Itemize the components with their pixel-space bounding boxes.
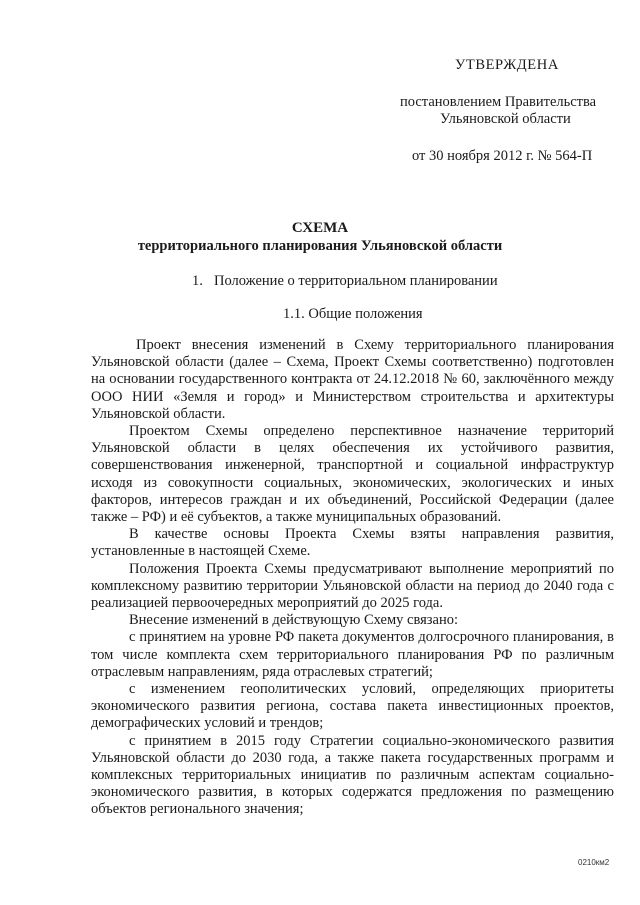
paragraph: Проектом Схемы определено перспективное назначение территорий Ульяновской области в целях обеспечения их устойчивого развития, совершенствования инженерной, транспортной и социальной инфраструктур исходя из совокупности социальных, экономических, экологических и иных факторов, интересов граждан и их объединений, Российской Федерации (далее также – РФ) и её субъектов, а также муниципальных образований. [91, 423, 614, 526]
approval-stamp-heading: УТВЕРЖДЕНА [455, 57, 559, 73]
paragraph: с принятием в 2015 году Стратегии социально-экономического развития Ульяновской области до 2030 года, а также пакета государственных программ и комплексных территориальных инициатив по различным аспектам социально-экономического развития, в которых содержатся предложения по размещению объектов регионального значения; [91, 732, 614, 818]
footer-code: 0210км2 [578, 858, 610, 867]
decree-date: от 30 ноября 2012 г. № 564-П [412, 148, 593, 164]
paragraph: с принятием на уровне РФ пакета документов долгосрочного планирования, в том числе комплекта схем территориального планирования РФ по различным отраслевым направлениям, ряда отраслевых стратегий; [91, 629, 614, 680]
section-title: Положение о территориальном планировании [214, 273, 498, 289]
paragraph: с изменением геополитических условий, определяющих приоритеты экономического развития региона, состава пакета инвестиционных проектов, демографических условий и трендов; [91, 681, 614, 732]
subsection-heading: 1.1. Общие положения [283, 306, 423, 322]
section-heading [192, 273, 498, 290]
paragraph: Внесение изменений в действующую Схему связано: [129, 612, 458, 629]
section-number: 1. [192, 273, 203, 289]
decree-issuer-line1: постановлением Правительства [400, 94, 597, 110]
paragraph: Проект внесения изменений в Схему территориального планирования Ульяновской области (далее – Схема, Проект Схемы соответственно) подготовлен на основании государственного контракта от 24.12.2018 № 60, заключённого между ООО НИИ «Земля и город» и Министерством строительства и архитектуры Ульяновской области. [91, 337, 614, 422]
decree-issuer-line2: Ульяновской области [440, 111, 571, 127]
paragraph: Положения Проекта Схемы предусматривают выполнение мероприятий по комплексному развитию территории Ульяновской области на период до 2040 года с реализацией первоочередных мероприятий до 2025 года. [91, 560, 614, 612]
document-body [91, 337, 614, 819]
paragraph: В качестве основы Проекта Схемы взяты направления развития, установленные в настоящей Схеме. [91, 526, 614, 560]
document-subtitle: территориального планирования Ульяновской области [137, 238, 503, 254]
document-title: СХЕМА [291, 220, 349, 236]
